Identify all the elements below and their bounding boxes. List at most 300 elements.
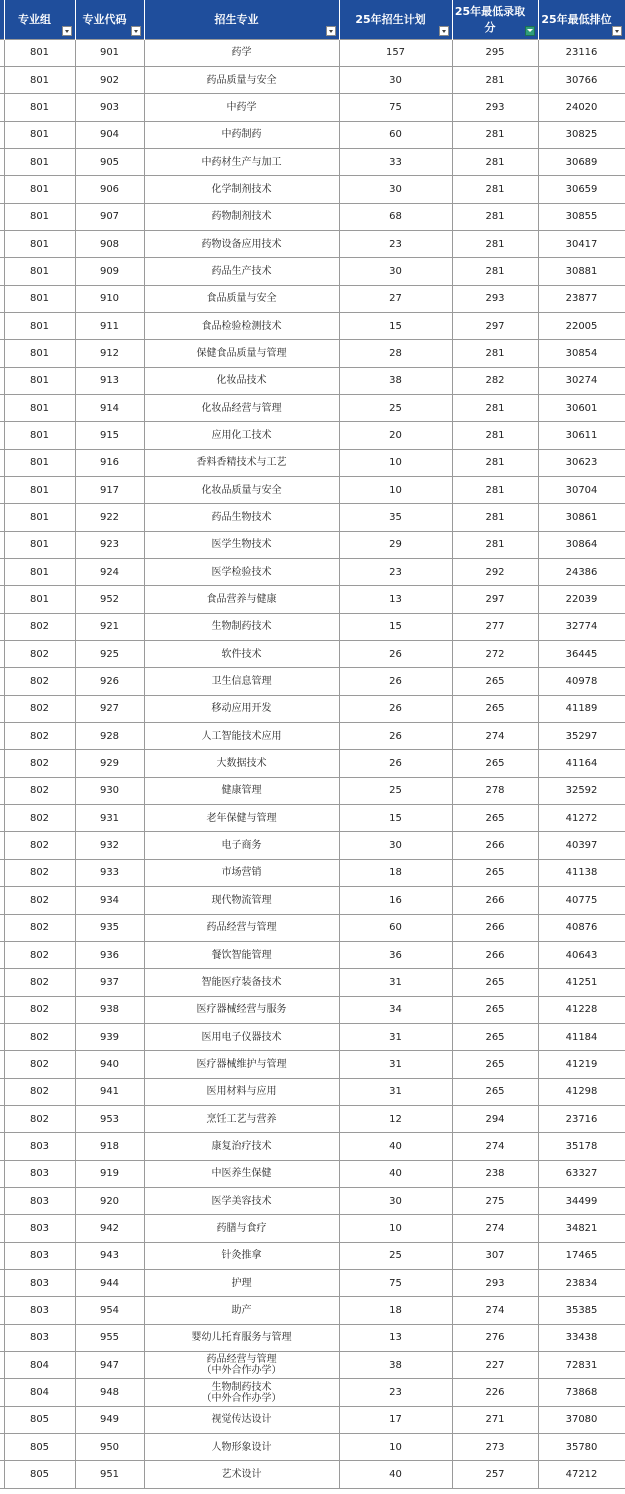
cell-group[interactable]: 802 bbox=[4, 668, 75, 695]
cell-code[interactable]: 944 bbox=[75, 1269, 144, 1296]
cell-major[interactable] bbox=[144, 805, 339, 832]
cell-group[interactable]: 801 bbox=[4, 39, 75, 66]
cell-min-rank[interactable]: 41184 bbox=[538, 1023, 625, 1050]
cell-min-score[interactable]: 281 bbox=[452, 504, 538, 531]
cell-min-score[interactable]: 265 bbox=[452, 969, 538, 996]
cell-major[interactable] bbox=[144, 394, 339, 421]
cell-code[interactable]: 950 bbox=[75, 1434, 144, 1461]
cell-min-rank[interactable]: 23716 bbox=[538, 1105, 625, 1132]
header-group[interactable] bbox=[4, 0, 75, 39]
cell-code[interactable]: 953 bbox=[75, 1105, 144, 1132]
cell-group[interactable]: 801 bbox=[4, 230, 75, 257]
cell-major[interactable] bbox=[144, 1352, 339, 1379]
cell-group[interactable]: 801 bbox=[4, 559, 75, 586]
cell-plan[interactable]: 31 bbox=[339, 969, 452, 996]
cell-major[interactable] bbox=[144, 449, 339, 476]
cell-min-score[interactable]: 274 bbox=[452, 723, 538, 750]
cell-plan[interactable]: 60 bbox=[339, 121, 452, 148]
cell-plan[interactable]: 68 bbox=[339, 203, 452, 230]
cell-code[interactable]: 908 bbox=[75, 230, 144, 257]
cell-plan[interactable]: 31 bbox=[339, 1023, 452, 1050]
cell-plan[interactable]: 16 bbox=[339, 887, 452, 914]
cell-plan[interactable]: 26 bbox=[339, 695, 452, 722]
cell-group[interactable]: 803 bbox=[4, 1297, 75, 1324]
cell-code[interactable]: 935 bbox=[75, 914, 144, 941]
header-major[interactable] bbox=[144, 0, 339, 39]
cell-plan[interactable]: 30 bbox=[339, 832, 452, 859]
cell-group[interactable]: 803 bbox=[4, 1160, 75, 1187]
cell-code[interactable]: 919 bbox=[75, 1160, 144, 1187]
cell-major[interactable] bbox=[144, 230, 339, 257]
active-filter-icon[interactable] bbox=[525, 26, 535, 36]
cell-code[interactable]: 909 bbox=[75, 258, 144, 285]
cell-min-score[interactable]: 275 bbox=[452, 1187, 538, 1214]
cell-major[interactable] bbox=[144, 367, 339, 394]
cell-group[interactable]: 801 bbox=[4, 312, 75, 339]
cell-group[interactable]: 801 bbox=[4, 422, 75, 449]
cell-major[interactable] bbox=[144, 1434, 339, 1461]
cell-major[interactable] bbox=[144, 559, 339, 586]
cell-group[interactable]: 805 bbox=[4, 1434, 75, 1461]
cell-code[interactable]: 949 bbox=[75, 1406, 144, 1433]
cell-min-score[interactable]: 265 bbox=[452, 859, 538, 886]
cell-group[interactable]: 802 bbox=[4, 777, 75, 804]
cell-plan[interactable]: 30 bbox=[339, 66, 452, 93]
cell-min-score[interactable]: 281 bbox=[452, 449, 538, 476]
cell-plan[interactable]: 75 bbox=[339, 94, 452, 121]
cell-min-rank[interactable]: 22039 bbox=[538, 586, 625, 613]
cell-group[interactable]: 802 bbox=[4, 859, 75, 886]
cell-min-score[interactable]: 293 bbox=[452, 94, 538, 121]
cell-min-rank[interactable]: 36445 bbox=[538, 641, 625, 668]
cell-code[interactable]: 932 bbox=[75, 832, 144, 859]
cell-min-rank[interactable]: 30766 bbox=[538, 66, 625, 93]
cell-min-score[interactable]: 265 bbox=[452, 1023, 538, 1050]
cell-min-score[interactable]: 281 bbox=[452, 121, 538, 148]
cell-major[interactable] bbox=[144, 203, 339, 230]
cell-group[interactable]: 805 bbox=[4, 1406, 75, 1433]
cell-code[interactable]: 940 bbox=[75, 1051, 144, 1078]
cell-plan[interactable]: 23 bbox=[339, 559, 452, 586]
cell-plan[interactable]: 18 bbox=[339, 1297, 452, 1324]
cell-min-rank[interactable]: 30861 bbox=[538, 504, 625, 531]
cell-code[interactable]: 931 bbox=[75, 805, 144, 832]
cell-major[interactable] bbox=[144, 340, 339, 367]
cell-plan[interactable]: 10 bbox=[339, 449, 452, 476]
cell-min-score[interactable]: 294 bbox=[452, 1105, 538, 1132]
cell-major[interactable] bbox=[144, 859, 339, 886]
cell-min-rank[interactable]: 35178 bbox=[538, 1133, 625, 1160]
cell-major[interactable] bbox=[144, 422, 339, 449]
cell-code[interactable]: 922 bbox=[75, 504, 144, 531]
cell-group[interactable]: 802 bbox=[4, 723, 75, 750]
cell-group[interactable]: 801 bbox=[4, 148, 75, 175]
cell-min-rank[interactable]: 30417 bbox=[538, 230, 625, 257]
cell-plan[interactable]: 29 bbox=[339, 531, 452, 558]
cell-min-score[interactable]: 274 bbox=[452, 1133, 538, 1160]
cell-major[interactable] bbox=[144, 1023, 339, 1050]
cell-min-score[interactable]: 282 bbox=[452, 367, 538, 394]
cell-major[interactable] bbox=[144, 723, 339, 750]
header-plan[interactable] bbox=[339, 0, 452, 39]
cell-code[interactable]: 942 bbox=[75, 1215, 144, 1242]
cell-min-rank[interactable]: 30601 bbox=[538, 394, 625, 421]
cell-min-score[interactable]: 281 bbox=[452, 531, 538, 558]
cell-min-rank[interactable]: 34499 bbox=[538, 1187, 625, 1214]
cell-major[interactable] bbox=[144, 668, 339, 695]
cell-min-score[interactable]: 272 bbox=[452, 641, 538, 668]
cell-major[interactable] bbox=[144, 969, 339, 996]
cell-group[interactable]: 804 bbox=[4, 1379, 75, 1406]
cell-plan[interactable]: 20 bbox=[339, 422, 452, 449]
cell-min-score[interactable]: 281 bbox=[452, 203, 538, 230]
cell-plan[interactable]: 40 bbox=[339, 1133, 452, 1160]
cell-code[interactable]: 917 bbox=[75, 477, 144, 504]
cell-major[interactable] bbox=[144, 613, 339, 640]
cell-plan[interactable]: 36 bbox=[339, 941, 452, 968]
cell-plan[interactable]: 30 bbox=[339, 176, 452, 203]
cell-group[interactable]: 802 bbox=[4, 805, 75, 832]
cell-plan[interactable]: 38 bbox=[339, 1352, 452, 1379]
cell-major[interactable] bbox=[144, 312, 339, 339]
cell-group[interactable]: 802 bbox=[4, 1078, 75, 1105]
cell-min-score[interactable]: 271 bbox=[452, 1406, 538, 1433]
cell-code[interactable]: 947 bbox=[75, 1352, 144, 1379]
cell-min-score[interactable]: 265 bbox=[452, 1078, 538, 1105]
cell-code[interactable]: 913 bbox=[75, 367, 144, 394]
cell-code[interactable]: 948 bbox=[75, 1379, 144, 1406]
cell-min-rank[interactable]: 30623 bbox=[538, 449, 625, 476]
cell-min-rank[interactable]: 40978 bbox=[538, 668, 625, 695]
cell-min-rank[interactable]: 23834 bbox=[538, 1269, 625, 1296]
cell-min-rank[interactable]: 23116 bbox=[538, 39, 625, 66]
cell-major[interactable] bbox=[144, 777, 339, 804]
cell-min-score[interactable]: 274 bbox=[452, 1215, 538, 1242]
cell-min-rank[interactable]: 41251 bbox=[538, 969, 625, 996]
cell-group[interactable]: 802 bbox=[4, 750, 75, 777]
cell-min-score[interactable]: 265 bbox=[452, 750, 538, 777]
cell-min-score[interactable]: 281 bbox=[452, 258, 538, 285]
cell-group[interactable]: 803 bbox=[4, 1133, 75, 1160]
cell-min-rank[interactable]: 32592 bbox=[538, 777, 625, 804]
cell-code[interactable]: 921 bbox=[75, 613, 144, 640]
cell-group[interactable]: 802 bbox=[4, 695, 75, 722]
cell-group[interactable]: 802 bbox=[4, 941, 75, 968]
cell-code[interactable]: 934 bbox=[75, 887, 144, 914]
cell-min-score[interactable]: 281 bbox=[452, 477, 538, 504]
cell-plan[interactable]: 26 bbox=[339, 641, 452, 668]
cell-min-rank[interactable]: 40643 bbox=[538, 941, 625, 968]
cell-code[interactable]: 906 bbox=[75, 176, 144, 203]
cell-major[interactable] bbox=[144, 750, 339, 777]
cell-plan[interactable]: 25 bbox=[339, 1242, 452, 1269]
cell-major[interactable] bbox=[144, 1461, 339, 1488]
cell-group[interactable]: 803 bbox=[4, 1242, 75, 1269]
cell-min-score[interactable]: 293 bbox=[452, 285, 538, 312]
cell-group[interactable]: 801 bbox=[4, 367, 75, 394]
cell-group[interactable]: 801 bbox=[4, 121, 75, 148]
cell-group[interactable]: 803 bbox=[4, 1269, 75, 1296]
cell-plan[interactable]: 27 bbox=[339, 285, 452, 312]
cell-plan[interactable]: 25 bbox=[339, 777, 452, 804]
cell-code[interactable]: 916 bbox=[75, 449, 144, 476]
cell-min-score[interactable]: 266 bbox=[452, 832, 538, 859]
cell-code[interactable]: 923 bbox=[75, 531, 144, 558]
cell-min-score[interactable]: 281 bbox=[452, 422, 538, 449]
cell-min-rank[interactable]: 30611 bbox=[538, 422, 625, 449]
cell-min-rank[interactable]: 41219 bbox=[538, 1051, 625, 1078]
cell-min-score[interactable]: 281 bbox=[452, 394, 538, 421]
cell-group[interactable]: 801 bbox=[4, 94, 75, 121]
cell-group[interactable]: 802 bbox=[4, 1105, 75, 1132]
cell-plan[interactable]: 38 bbox=[339, 367, 452, 394]
cell-group[interactable]: 801 bbox=[4, 285, 75, 312]
cell-code[interactable]: 943 bbox=[75, 1242, 144, 1269]
cell-code[interactable]: 918 bbox=[75, 1133, 144, 1160]
cell-group[interactable]: 801 bbox=[4, 586, 75, 613]
cell-min-rank[interactable]: 30659 bbox=[538, 176, 625, 203]
cell-plan[interactable]: 157 bbox=[339, 39, 452, 66]
cell-plan[interactable]: 15 bbox=[339, 312, 452, 339]
cell-group[interactable]: 804 bbox=[4, 1352, 75, 1379]
cell-min-rank[interactable]: 41228 bbox=[538, 996, 625, 1023]
cell-min-score[interactable]: 278 bbox=[452, 777, 538, 804]
cell-min-rank[interactable]: 41272 bbox=[538, 805, 625, 832]
cell-major[interactable] bbox=[144, 941, 339, 968]
cell-major[interactable] bbox=[144, 1051, 339, 1078]
cell-min-score[interactable]: 265 bbox=[452, 695, 538, 722]
cell-plan[interactable]: 23 bbox=[339, 230, 452, 257]
cell-group[interactable]: 802 bbox=[4, 969, 75, 996]
cell-group[interactable]: 801 bbox=[4, 340, 75, 367]
cell-min-score[interactable]: 273 bbox=[452, 1434, 538, 1461]
cell-major[interactable] bbox=[144, 1242, 339, 1269]
cell-group[interactable]: 802 bbox=[4, 996, 75, 1023]
cell-code[interactable]: 914 bbox=[75, 394, 144, 421]
cell-min-rank[interactable]: 30855 bbox=[538, 203, 625, 230]
cell-major[interactable] bbox=[144, 1160, 339, 1187]
cell-group[interactable]: 802 bbox=[4, 914, 75, 941]
cell-group[interactable]: 803 bbox=[4, 1187, 75, 1214]
cell-major[interactable] bbox=[144, 914, 339, 941]
filter-dropdown-icon[interactable] bbox=[612, 26, 622, 36]
cell-code[interactable]: 951 bbox=[75, 1461, 144, 1488]
cell-plan[interactable]: 40 bbox=[339, 1461, 452, 1488]
cell-code[interactable]: 927 bbox=[75, 695, 144, 722]
cell-min-rank[interactable]: 30881 bbox=[538, 258, 625, 285]
cell-group[interactable]: 801 bbox=[4, 504, 75, 531]
cell-min-score[interactable]: 293 bbox=[452, 1269, 538, 1296]
cell-plan[interactable]: 35 bbox=[339, 504, 452, 531]
cell-group[interactable]: 805 bbox=[4, 1461, 75, 1488]
cell-min-rank[interactable]: 30704 bbox=[538, 477, 625, 504]
cell-group[interactable]: 802 bbox=[4, 613, 75, 640]
cell-min-rank[interactable]: 41189 bbox=[538, 695, 625, 722]
filter-dropdown-icon[interactable] bbox=[439, 26, 449, 36]
cell-major[interactable] bbox=[144, 586, 339, 613]
cell-code[interactable]: 929 bbox=[75, 750, 144, 777]
cell-min-score[interactable]: 281 bbox=[452, 148, 538, 175]
cell-code[interactable]: 905 bbox=[75, 148, 144, 175]
cell-min-rank[interactable]: 35297 bbox=[538, 723, 625, 750]
cell-code[interactable]: 903 bbox=[75, 94, 144, 121]
cell-min-score[interactable]: 265 bbox=[452, 1051, 538, 1078]
cell-major[interactable] bbox=[144, 258, 339, 285]
cell-min-rank[interactable]: 30864 bbox=[538, 531, 625, 558]
cell-min-score[interactable]: 265 bbox=[452, 668, 538, 695]
cell-major[interactable] bbox=[144, 641, 339, 668]
cell-min-rank[interactable]: 17465 bbox=[538, 1242, 625, 1269]
cell-min-rank[interactable]: 24020 bbox=[538, 94, 625, 121]
cell-major[interactable] bbox=[144, 1406, 339, 1433]
cell-plan[interactable]: 10 bbox=[339, 1434, 452, 1461]
cell-major[interactable] bbox=[144, 176, 339, 203]
cell-min-rank[interactable]: 30689 bbox=[538, 148, 625, 175]
cell-min-rank[interactable]: 72831 bbox=[538, 1352, 625, 1379]
cell-min-score[interactable]: 227 bbox=[452, 1352, 538, 1379]
cell-min-score[interactable]: 226 bbox=[452, 1379, 538, 1406]
cell-min-rank[interactable]: 37080 bbox=[538, 1406, 625, 1433]
cell-group[interactable]: 801 bbox=[4, 449, 75, 476]
header-code[interactable] bbox=[75, 0, 144, 39]
cell-min-rank[interactable]: 40876 bbox=[538, 914, 625, 941]
cell-min-rank[interactable]: 73868 bbox=[538, 1379, 625, 1406]
cell-min-score[interactable]: 307 bbox=[452, 1242, 538, 1269]
cell-min-rank[interactable]: 47212 bbox=[538, 1461, 625, 1488]
cell-min-score[interactable]: 266 bbox=[452, 914, 538, 941]
cell-major[interactable] bbox=[144, 148, 339, 175]
cell-plan[interactable]: 12 bbox=[339, 1105, 452, 1132]
cell-code[interactable]: 915 bbox=[75, 422, 144, 449]
cell-min-score[interactable]: 274 bbox=[452, 1297, 538, 1324]
cell-min-rank[interactable]: 33438 bbox=[538, 1324, 625, 1351]
cell-min-rank[interactable]: 32774 bbox=[538, 613, 625, 640]
cell-code[interactable]: 910 bbox=[75, 285, 144, 312]
cell-major[interactable] bbox=[144, 1187, 339, 1214]
cell-code[interactable]: 954 bbox=[75, 1297, 144, 1324]
cell-plan[interactable]: 26 bbox=[339, 668, 452, 695]
cell-major[interactable] bbox=[144, 285, 339, 312]
cell-major[interactable] bbox=[144, 1133, 339, 1160]
cell-plan[interactable]: 15 bbox=[339, 805, 452, 832]
cell-min-rank[interactable]: 24386 bbox=[538, 559, 625, 586]
cell-code[interactable]: 926 bbox=[75, 668, 144, 695]
cell-min-score[interactable]: 297 bbox=[452, 586, 538, 613]
cell-group[interactable]: 802 bbox=[4, 887, 75, 914]
cell-major[interactable] bbox=[144, 94, 339, 121]
cell-plan[interactable]: 75 bbox=[339, 1269, 452, 1296]
cell-min-score[interactable]: 295 bbox=[452, 39, 538, 66]
cell-plan[interactable]: 34 bbox=[339, 996, 452, 1023]
cell-group[interactable]: 801 bbox=[4, 203, 75, 230]
cell-group[interactable]: 802 bbox=[4, 1051, 75, 1078]
cell-min-score[interactable]: 265 bbox=[452, 805, 538, 832]
cell-plan[interactable]: 30 bbox=[339, 258, 452, 285]
cell-code[interactable]: 928 bbox=[75, 723, 144, 750]
cell-code[interactable]: 901 bbox=[75, 39, 144, 66]
cell-plan[interactable]: 33 bbox=[339, 148, 452, 175]
cell-major[interactable] bbox=[144, 1215, 339, 1242]
cell-major[interactable] bbox=[144, 1078, 339, 1105]
cell-min-rank[interactable]: 35780 bbox=[538, 1434, 625, 1461]
cell-plan[interactable]: 40 bbox=[339, 1160, 452, 1187]
cell-plan[interactable]: 26 bbox=[339, 723, 452, 750]
cell-plan[interactable]: 26 bbox=[339, 750, 452, 777]
cell-min-score[interactable]: 281 bbox=[452, 230, 538, 257]
cell-group[interactable]: 802 bbox=[4, 641, 75, 668]
cell-code[interactable]: 937 bbox=[75, 969, 144, 996]
cell-min-rank[interactable]: 41298 bbox=[538, 1078, 625, 1105]
cell-plan[interactable]: 10 bbox=[339, 477, 452, 504]
cell-code[interactable]: 933 bbox=[75, 859, 144, 886]
cell-group[interactable]: 801 bbox=[4, 258, 75, 285]
cell-major[interactable] bbox=[144, 1297, 339, 1324]
cell-plan[interactable]: 18 bbox=[339, 859, 452, 886]
cell-plan[interactable]: 13 bbox=[339, 586, 452, 613]
cell-min-rank[interactable]: 41138 bbox=[538, 859, 625, 886]
cell-plan[interactable]: 25 bbox=[339, 394, 452, 421]
cell-major[interactable] bbox=[144, 832, 339, 859]
cell-major[interactable] bbox=[144, 1269, 339, 1296]
cell-min-score[interactable]: 266 bbox=[452, 887, 538, 914]
cell-group[interactable]: 801 bbox=[4, 477, 75, 504]
cell-min-rank[interactable]: 22005 bbox=[538, 312, 625, 339]
cell-code[interactable]: 904 bbox=[75, 121, 144, 148]
filter-dropdown-icon[interactable] bbox=[131, 26, 141, 36]
filter-dropdown-icon[interactable] bbox=[326, 26, 336, 36]
cell-plan[interactable]: 10 bbox=[339, 1215, 452, 1242]
cell-min-score[interactable]: 257 bbox=[452, 1461, 538, 1488]
cell-major[interactable] bbox=[144, 39, 339, 66]
cell-code[interactable]: 920 bbox=[75, 1187, 144, 1214]
cell-min-score[interactable]: 266 bbox=[452, 941, 538, 968]
cell-plan[interactable]: 13 bbox=[339, 1324, 452, 1351]
cell-major[interactable] bbox=[144, 1324, 339, 1351]
cell-min-score[interactable]: 238 bbox=[452, 1160, 538, 1187]
cell-min-rank[interactable]: 40397 bbox=[538, 832, 625, 859]
cell-group[interactable]: 801 bbox=[4, 394, 75, 421]
cell-code[interactable]: 955 bbox=[75, 1324, 144, 1351]
cell-major[interactable] bbox=[144, 531, 339, 558]
cell-code[interactable]: 952 bbox=[75, 586, 144, 613]
cell-min-score[interactable]: 281 bbox=[452, 176, 538, 203]
cell-min-rank[interactable]: 40775 bbox=[538, 887, 625, 914]
cell-min-rank[interactable]: 63327 bbox=[538, 1160, 625, 1187]
cell-min-score[interactable]: 297 bbox=[452, 312, 538, 339]
cell-major[interactable] bbox=[144, 121, 339, 148]
cell-group[interactable]: 801 bbox=[4, 66, 75, 93]
cell-code[interactable]: 902 bbox=[75, 66, 144, 93]
filter-dropdown-icon[interactable] bbox=[62, 26, 72, 36]
cell-group[interactable]: 803 bbox=[4, 1215, 75, 1242]
cell-plan[interactable]: 31 bbox=[339, 1078, 452, 1105]
header-min-rank[interactable] bbox=[538, 0, 625, 39]
cell-min-score[interactable]: 292 bbox=[452, 559, 538, 586]
cell-code[interactable]: 939 bbox=[75, 1023, 144, 1050]
cell-min-rank[interactable]: 34821 bbox=[538, 1215, 625, 1242]
cell-major[interactable] bbox=[144, 1379, 339, 1406]
cell-min-rank[interactable]: 30274 bbox=[538, 367, 625, 394]
cell-code[interactable]: 907 bbox=[75, 203, 144, 230]
cell-code[interactable]: 938 bbox=[75, 996, 144, 1023]
cell-group[interactable]: 803 bbox=[4, 1324, 75, 1351]
cell-group[interactable]: 802 bbox=[4, 832, 75, 859]
cell-major[interactable] bbox=[144, 66, 339, 93]
cell-plan[interactable]: 15 bbox=[339, 613, 452, 640]
cell-major[interactable] bbox=[144, 887, 339, 914]
cell-min-rank[interactable]: 30825 bbox=[538, 121, 625, 148]
cell-code[interactable]: 941 bbox=[75, 1078, 144, 1105]
